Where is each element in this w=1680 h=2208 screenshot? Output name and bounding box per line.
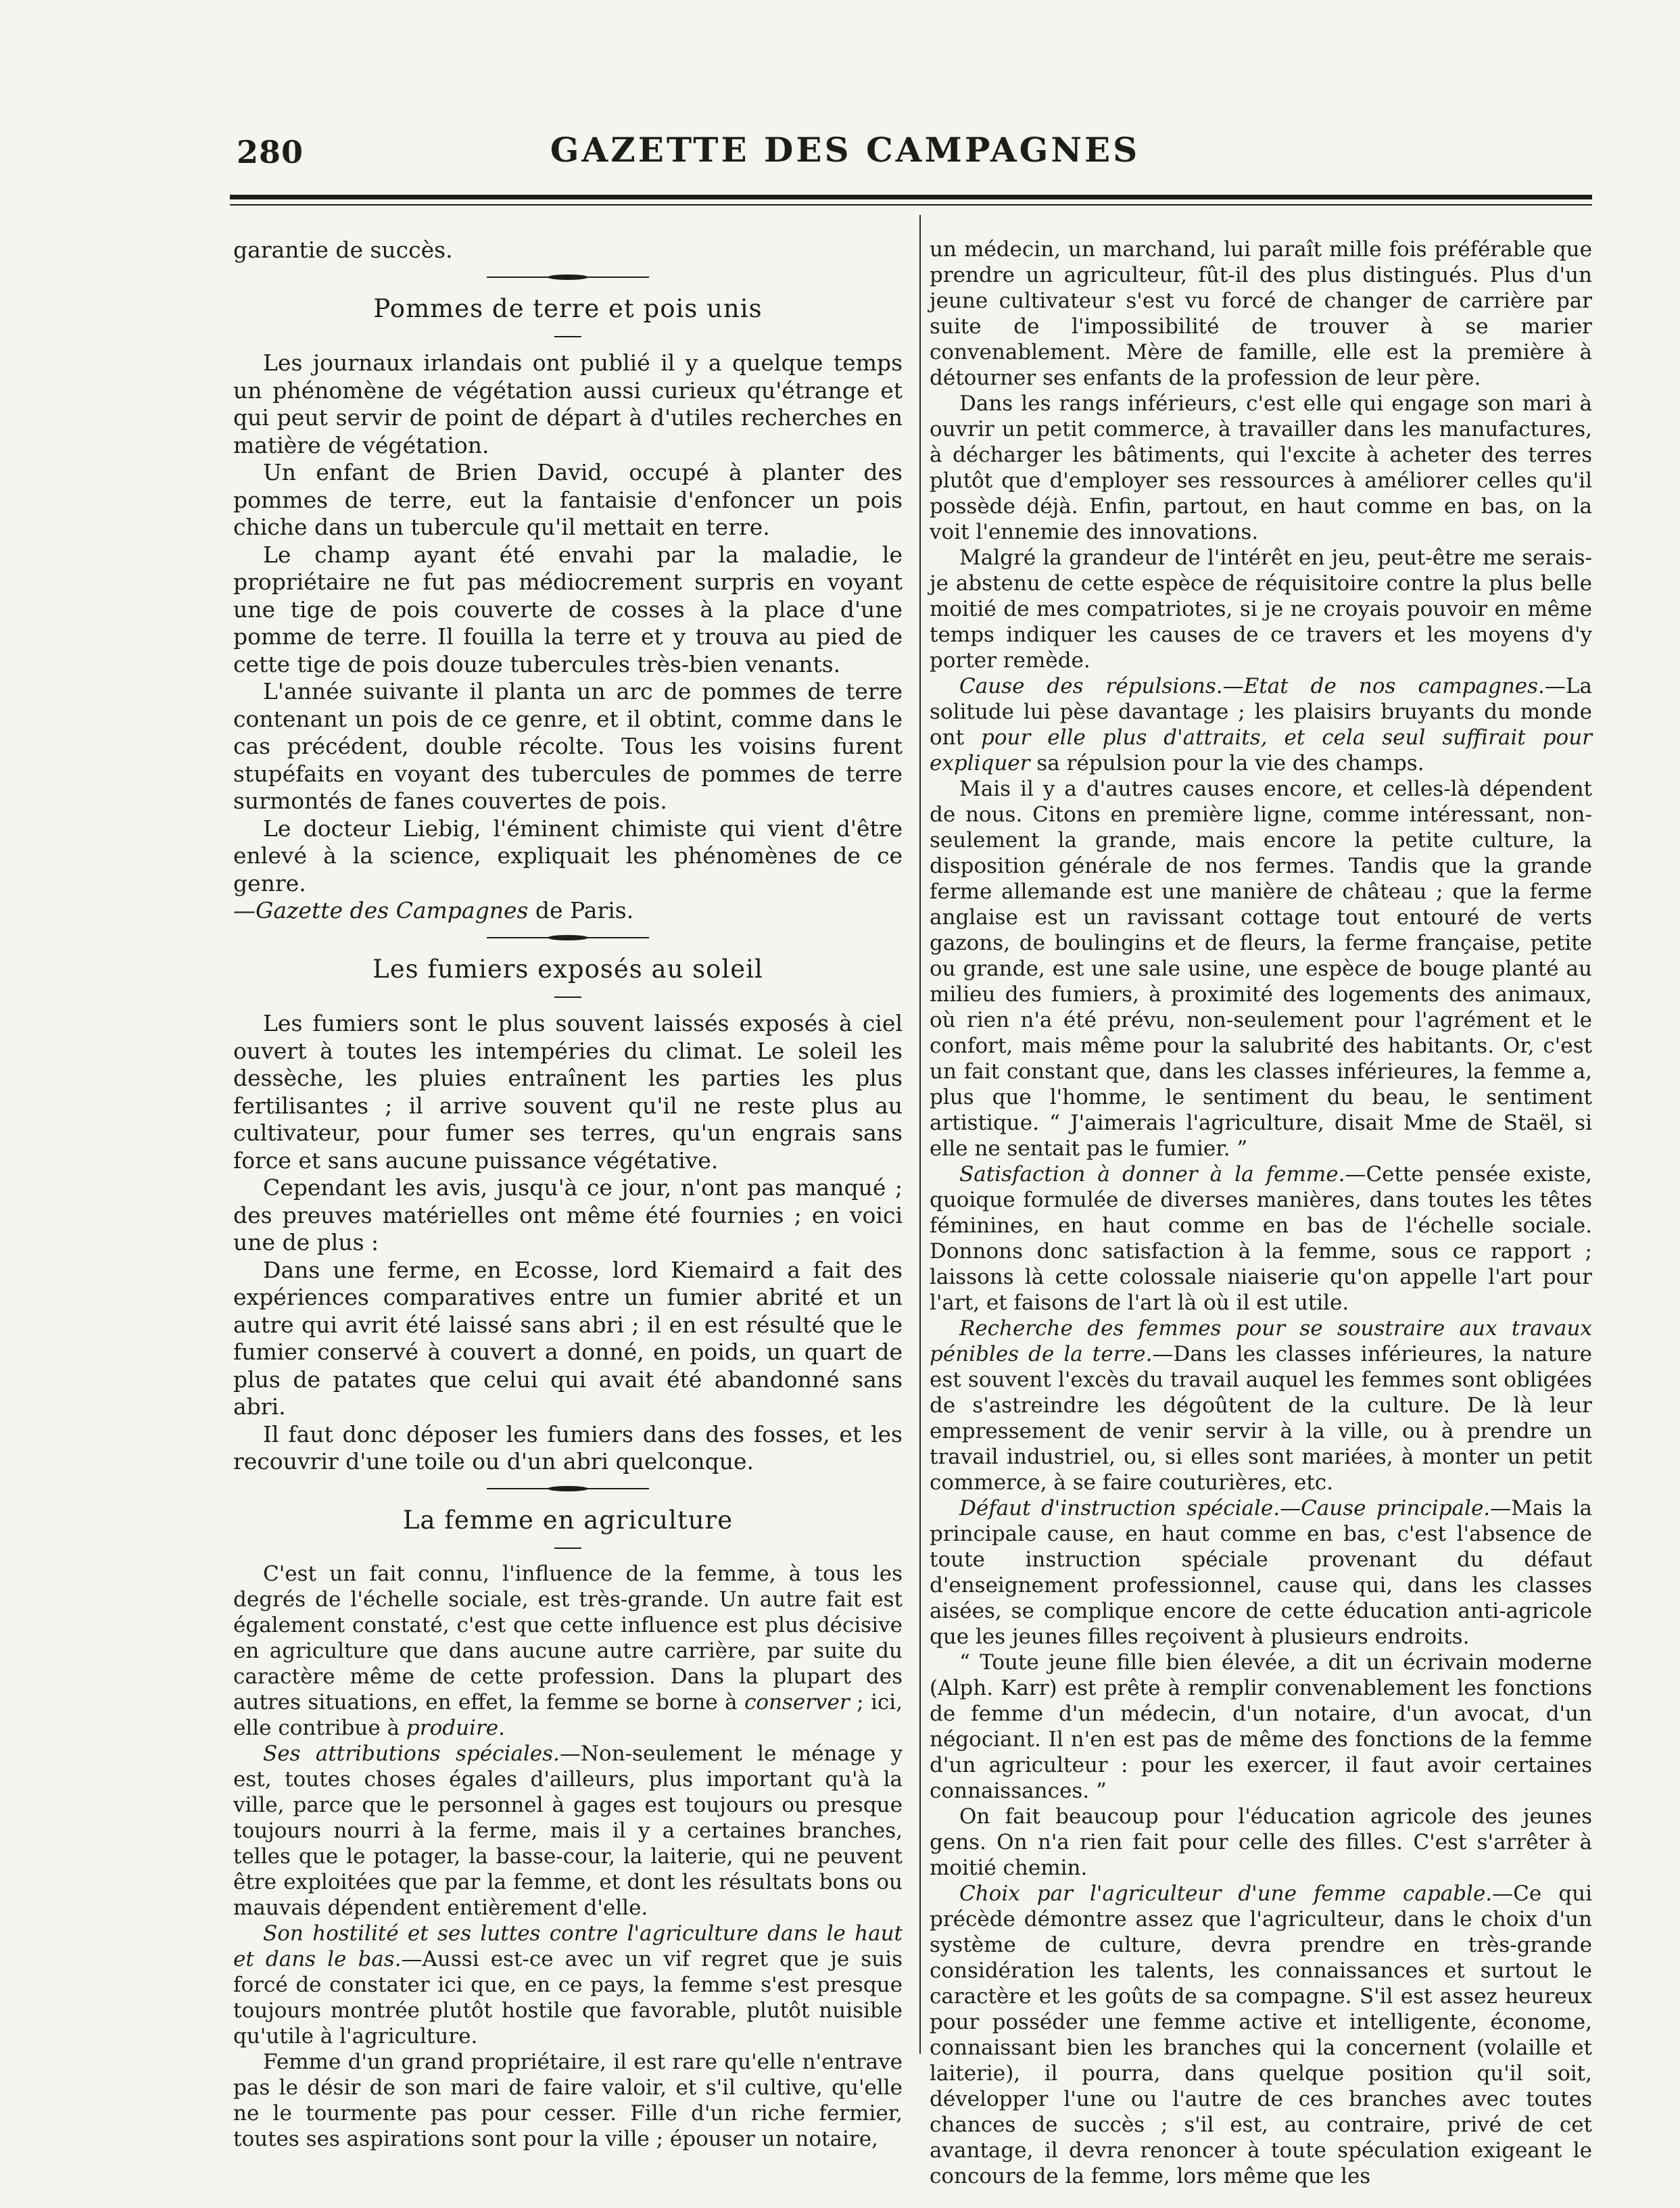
paragraph: Le champ ayant été envahi par la maladie, le propriétaire ne fut pas médiocrement surpris en voyant une tige de pois couverte de cosses à la place d'une pomme de terre. Il fouilla la terre et y trouva au pied de cette tige de pois douze tubercules très-bien venants.	[233, 541, 903, 677]
paragraph: On fait beaucoup pour l'éducation agricole des jeunes gens. On n'a rien fait pour celle des filles. C'est s'arrêter à moitié chemin.	[930, 1804, 1592, 1880]
heading-rule	[554, 1547, 581, 1549]
text-run: C'est un fait connu, l'influence de la femme, à tous les degrés de l'échelle sociale, est très-grande. Un autre fait est également constaté, c'est que cette influence est plus décisive en agriculture que dans aucune autre carrière, par suite du caractère même de cette profession. Dans la plupart des autres situations, en effet, la femme se borne à	[233, 1562, 903, 1714]
paragraph: Dans les rangs inférieurs, c'est elle qui engage son mari à ouvrir un petit commerce, à travailler dans les manufactures, à décharger les bâtiments, qui l'excite à acheter des terres plutôt que d'employer ses ressources à améliorer celles qu'il possède déjà. Enfin, partout, en haut comme en bas, on la voit l'ennemie des innovations.	[930, 391, 1592, 544]
paragraph: Les fumiers sont le plus souvent laissés exposés à ciel ouvert à toutes les intempéries du climat. Le soleil les dessèche, les pluies entraînent les parties les plus fertilisantes ; il arrive souvent qu'il ne reste plus au cultivateur, pour fumer ses terres, qu'un engrais sans force et sans aucune puissance végétative.	[233, 1010, 903, 1174]
text-run: ; ici, elle contribue à	[233, 1690, 903, 1740]
paragraph: garantie de succès.	[233, 237, 453, 263]
paragraph: Il faut donc déposer les fumiers dans des fosses, et les recouvrir d'une toile ou d'un abri quelconque.	[233, 1420, 903, 1474]
paragraph: Femme d'un grand propriétaire, il est rare qu'elle n'entrave pas le désir de son mari de faire valoir, et s'il cultive, qu'elle ne le tourmente pas pour cesser. Fille d'un riche fermier, toutes ses aspirations sont pour la ville ; épouser un notaire,	[233, 2050, 903, 2151]
masthead-title: GAZETTE DES CAMPAGNES	[550, 130, 1141, 170]
paragraph: Malgré la grandeur de l'intérêt en jeu, peut-être me serais-je abstenu de cette espèce de réquisitoire contre la plus belle moitié de mes compatriotes, si je ne croyais pouvoir en même temps indiquer les causes de ce travers et les moyens d'y porter remède.	[930, 546, 1592, 673]
section-heading: La femme en agriculture	[402, 1505, 734, 1535]
left-column	[233, 237, 903, 2152]
text-run: —Mais la principale cause, en haut comme en bas, c'est l'absence de toute instruction spéciale provenant du défaut d'enseignement professionnel, cause qui, dans les classes aisées, se complique encore de cette éducation anti-agricole que les jeunes filles reçoivent à plusieurs endroits.	[930, 1496, 1592, 1649]
paragraph: “ Toute jeune fille bien élevée, a dit un écrivain moderne (Alph. Karr) est prête à remplir convenablement les fonctions de femme d'un médecin, d'un notaire, d'un avocat, d'un négociant. Il n'en est pas de même des fonctions de la femme d'un agriculteur : pour les exercer, il faut avoir certaines connaissances. ”	[930, 1650, 1592, 1803]
section-heading: Les fumiers exposés au soleil	[373, 954, 763, 984]
paragraph: Un enfant de Brien David, occupé à planter des pommes de terre, eut la fantaisie d'enfoncer un pois chiche dans un tubercule qu'il mettait en terre.	[233, 459, 903, 540]
subheading: Défaut d'instruction spéciale.—Cause principale.	[959, 1496, 1491, 1520]
header-rule-thick	[230, 195, 1592, 199]
source-citation: —Gazette des Campagnes	[233, 897, 529, 923]
header-rule-thin	[230, 204, 1592, 206]
right-column	[930, 237, 1592, 2189]
paragraph: L'année suivante il planta un arc de pommes de terre contenant un pois de ce genre, et il obtint, comme dans le cas précédent, double récolte. Tous les voisins furent stupéfaits en voyant des tubercules de pommes de terre surmontés de fanes couvertes de pois.	[233, 678, 903, 814]
paragraph: un médecin, un marchand, lui paraît mille fois préférable que prendre un agriculteur, fût-il des plus distingués. Plus d'un jeune cultivateur s'est vu forcé de changer de carrière par suite de l'impossibilité de trouver à se marier convenablement. Mère de famille, elle est la première à détourner ses enfants de la profession de leur père.	[930, 237, 1592, 390]
text-run: de Paris.	[528, 897, 634, 923]
text-run: Le docteur Liebig, l'éminent chimiste qui vient d'être enlevé à la science, expliquait les phénomènes de ce genre.	[233, 815, 903, 896]
subheading: Choix par l'agriculteur d'une femme capable.	[959, 1881, 1493, 1906]
heading-rule	[554, 336, 581, 337]
text-run: —Non-seulement le ménage y est, toutes choses égales d'ailleurs, plus important qu'à la ville, parce que le personnel à gages est toujours ou presque toujours nourri à la ferme, mais il y a certaines branches, telles que le potager, la basse-cour, la laiterie, qui ne peuvent être exploitées que par la femme, et dont les résultats bons ou mauvais dépendent entièrement d'elle.	[233, 1742, 903, 1920]
paragraph	[233, 815, 903, 925]
text-run: —Cette pensée existe, quoique formulée de diverses manières, dans toutes les têtes féminines, en haut comme en bas de l'échelle sociale. Donnons donc satisfaction à la femme, sous ce rapport ; laissons là cette colossale niaiserie qu'on appelle l'art pour l'art, et faisons de l'art là où il est utile.	[930, 1162, 1592, 1315]
column-divider	[919, 215, 921, 2054]
page-number: 280	[237, 134, 304, 170]
section-ornament	[487, 1485, 649, 1492]
paragraph	[233, 1921, 903, 2049]
paragraph	[930, 1316, 1592, 1495]
paragraph	[930, 1881, 1592, 2189]
text-run: —Aussi est-ce avec un vif regret que je suis forcé de constater ici que, en ce pays, la femme s'est presque toujours montrée plutôt hostile que favorable, plutôt nuisible qu'utile à l'agriculture.	[233, 1947, 903, 2048]
dense-section	[233, 1561, 903, 2152]
subheading: Cause des répulsions.—Etat de nos campagnes.	[959, 674, 1545, 698]
text-run: .	[498, 1716, 505, 1740]
text-run: —La solitude lui pèse davantage ; les plaisirs bruyants du monde ont	[930, 674, 1592, 750]
text-run: —Ce qui précède démontre assez que l'agriculteur, dans le choix d'un système de culture, devra prendre en très-grande considération les talents, les connaissances et surtout le caractère et les goûts de sa compagne. S'il est assez heureux pour posséder une femme active et intelligente, économe, connaissant bien les branches qui la concernent (volaille et laiterie), il pourra, dans quelque position qu'il soit, développer l'une ou l'autre de ces branches avec toutes chances de succès ; s'il est, au contraire, privé de cet avantage, il devra renoncer à toute spéculation exigeant le concours de la femme, lors même que les	[930, 1881, 1592, 2188]
subheading: Ses attributions spéciales.	[263, 1742, 560, 1766]
paragraph	[930, 1161, 1592, 1316]
subheading: Son hostilité et ses luttes contre l'agriculture dans le haut et dans le bas.	[233, 1921, 903, 1971]
emphasis: produire	[406, 1716, 499, 1740]
paragraph: Cependant les avis, jusqu'à ce jour, n'ont pas manqué ; des preuves matérielles ont même été fournies ; en voici une de plus :	[233, 1174, 903, 1255]
paragraph: Dans une ferme, en Ecosse, lord Kiemaird a fait des expériences comparatives entre un fumier abrité et un autre qui avrit été laissé sans abri ; il en est résulté que le fumier conservé à couvert a donné, en poids, un quart de plus de patates que celui qui avait été abandonné sans abri.	[233, 1256, 903, 1420]
heading-rule	[554, 997, 581, 998]
text-run: sa répulsion pour la vie des champs.	[1030, 751, 1424, 775]
paragraph	[930, 673, 1592, 776]
section-ornament	[487, 274, 649, 281]
section-ornament	[487, 934, 649, 941]
emphasis: conserver	[744, 1690, 850, 1714]
paragraph	[233, 1561, 903, 1741]
paragraph	[930, 1495, 1592, 1650]
subheading: Recherche des femmes pour se soustraire aux travaux pénibles de la terre.	[930, 1316, 1592, 1366]
paragraph: Les journaux irlandais ont publié il y a quelque temps un phénomène de végétation aussi curieux qu'étrange et qui peut servir de point de départ à d'utiles recherches en matière de végétation.	[233, 350, 903, 458]
emphasis: pour elle plus d'attraits, et cela seul suffirait pour expliquer	[930, 725, 1592, 775]
section-heading: Pommes de terre et pois unis	[373, 293, 763, 323]
subheading: Satisfaction à donner à la femme.	[959, 1162, 1345, 1186]
text-run: —Dans les classes inférieures, la nature est souvent l'excès du travail auquel les femmes sont obligées de s'astreindre les dégoûtent de la culture. De là leur empressement de venir servir à la ville, ou à prendre un travail industriel, ou, si elles sont mariées, à monter un petit commerce, à se faire couturières, etc.	[930, 1342, 1592, 1495]
paragraph	[233, 1741, 903, 1921]
paragraph: Mais il y a d'autres causes encore, et celles-là dépendent de nous. Citons en première ligne, comme intéressant, non-seulement la grande, mais encore la petite culture, la disposition générale de nos fermes. Tandis que la grande ferme allemande est une manière de château ; que la ferme anglaise est un ravissant cottage tout entouré de verts gazons, de boulingins et de fleurs, la ferme française, petite ou grande, est une sale usine, une espèce de bouge planté au milieu des fumiers, à proximité des logements des animaux, où rien n'a été prévu, non-seulement pour l'agrément et le confort, mais même pour la salubrité des habitants. Or, c'est un fait constant que, dans les classes inférieures, la femme a, plus que l'homme, le sentiment du beau, le sentiment artistique. “ J'aimerais l'agriculture, disait Mme de Staël, si elle ne sentait pas le fumier. ”	[930, 777, 1592, 1161]
